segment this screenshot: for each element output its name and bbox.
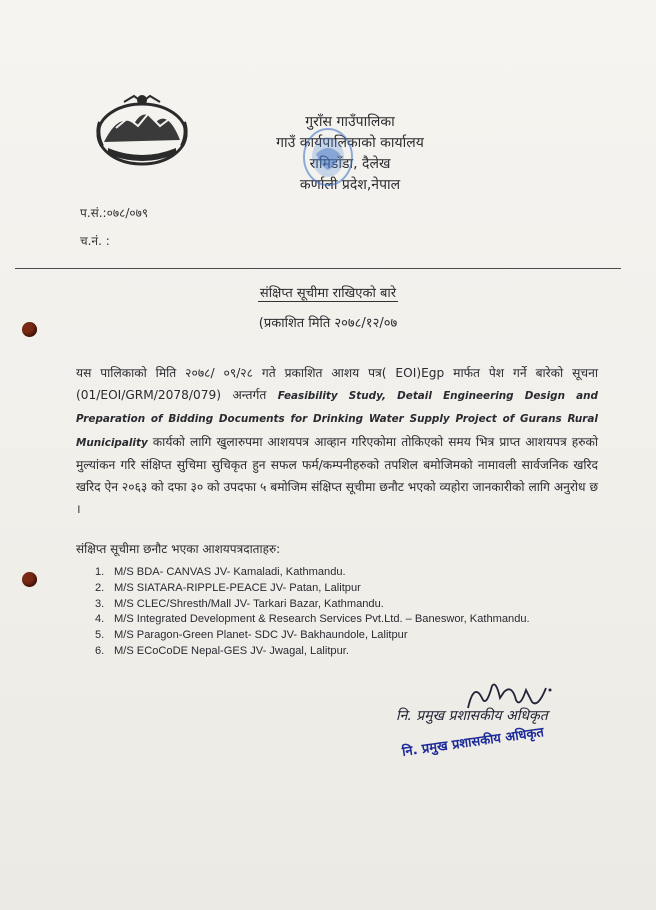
letter-number: प.सं.:०७८/०७९ [80, 206, 149, 220]
municipality-name: गुराँस गाउँपालिका [305, 114, 395, 130]
notice-body [76, 362, 598, 520]
list-item: 3. M/S CLEC/Shresth/Mall JV- Tarkari Bazar, Kathmandu. [95, 597, 384, 610]
subject-text: संक्षिप्त सूचीमा राखिएको बारे [259, 286, 397, 301]
office-province: कर्णाली प्रदेश,नेपाल [299, 177, 401, 193]
shortlist-intro: संक्षिप्त सूचीमा छनौट भएका आशयपत्रदाताहरु: [76, 542, 281, 556]
reference-block [80, 199, 148, 255]
office-name: गाउँ कार्यपालिकाको कार्यालय [276, 135, 424, 151]
signatory-title: नि. प्रमुख प्रशासकीय अधिकृत [396, 708, 548, 724]
shortlist [95, 565, 530, 660]
subject-heading [0, 283, 656, 301]
body-rest: कार्यको लागि खुलारुपमा आशयपत्र आव्हान गरिएकोमा तोकिएको समय भित्र प्राप्त आशयपत्र हरुको मुल्यांकन गरि संक्षिप्त सुचिमा सुचिकृत हुन सफल फर्म/कम्पनीहरुको तपशिल बमोजिमको नामावली सार्वजनिक खरिद खरिद ऐन २०६३ को दफा ३० को उपदफा ५ बमोजिम संक्षिप्त सूचीमा छनौट भएको व्यहोरा जानकारीको लागि अनुरोध छ । [76, 434, 599, 517]
punch-hole-top [22, 322, 37, 337]
dispatch-number: च.नं. : [80, 234, 110, 248]
project-title: Feasibility Study, Detail Engineering Design and Preparation of Bidding Documents for Drinking Water Supply Project of Gurans Rural Municipality [76, 390, 598, 449]
office-seal-stamp-icon [298, 124, 358, 190]
signatory-stamp: नि. प्रमुख प्रशासकीय अधिकृत [401, 725, 545, 760]
body-line-2: बारेको सूचना (01/EOI/GRM/2078/079) अन्तर्गत [76, 366, 598, 403]
punch-hole-bottom [22, 572, 37, 587]
nepal-emblem-icon [94, 92, 190, 170]
published-date: (प्रकाशित मिति २०७८/१२/०७ [258, 316, 398, 331]
list-item: 5. M/S Paragon-Green Planet- SDC JV- Bakhaundole, Lalitpur [95, 629, 408, 642]
list-item: 6. M/S ECoCoDE Nepal-GES JV- Jwagal, Lalitpur. [95, 644, 349, 657]
body-line-1: यस पालिकाको मिति २०७८/ ०९/२८ गते प्रकाशित आशय पत्र( EOI)Egp मार्फत पेश गर्ने [76, 366, 527, 380]
list-item: 1. M/S BDA- CANVAS JV- Kamaladi, Kathmandu. [95, 566, 346, 578]
header-divider [15, 268, 621, 269]
office-location: रामिडाँडा, दैलेख [309, 156, 391, 172]
list-item: 4. M/S Integrated Development & Research Services Pvt.Ltd. – Baneswor, Kathmandu. [95, 613, 530, 626]
list-item: 2. M/S SIATARA-RIPPLE-PEACE JV- Patan, Lalitpur [95, 581, 361, 594]
